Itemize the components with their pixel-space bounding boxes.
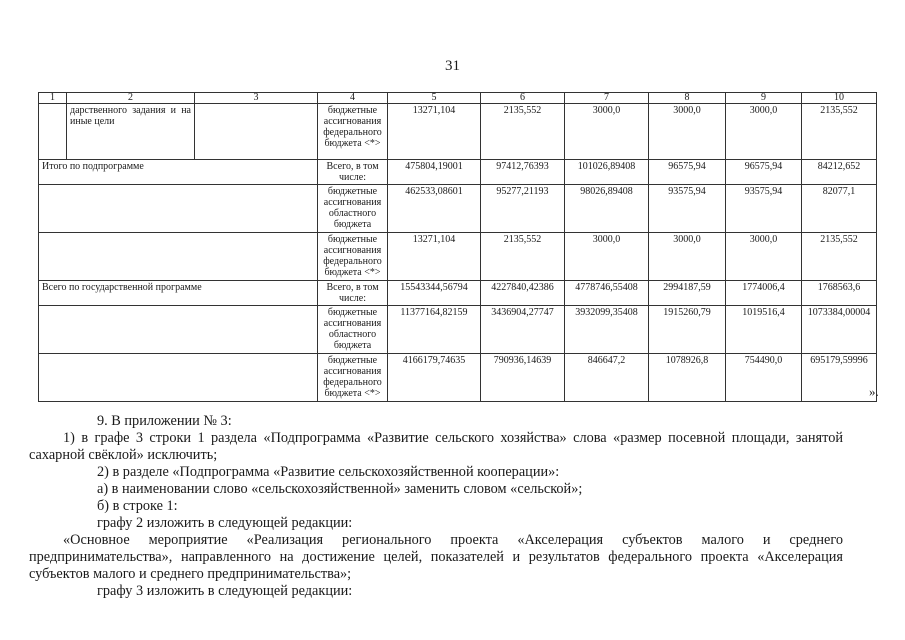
value-cell: 98026,89408: [565, 185, 649, 233]
paragraph: 9. В приложении № 3:: [97, 413, 232, 429]
funding-source: Всего, в том числе:: [318, 160, 388, 185]
funding-source: бюджетные ассигнования федерального бюджета <*>: [318, 233, 388, 281]
value-cell: 1774006,4: [726, 281, 802, 306]
value-cell: 462533,08601: [388, 185, 481, 233]
value-cell: 2135,552: [481, 104, 565, 160]
paragraph: 1) в графе 3 строки 1 раздела «Подпрограмма «Развитие сельского хозяйства» слова «размер посевной площади, занятой сахарной свёклой» исключить;: [29, 430, 843, 463]
amendment-text: [29, 413, 843, 600]
value-cell: 3000,0: [565, 104, 649, 160]
header-cell: 5: [388, 93, 481, 104]
funding-source: бюджетные ассигнования федерального бюджета <*>: [318, 104, 388, 160]
value-cell: 15543344,56794: [388, 281, 481, 306]
paragraph: графу 3 изложить в следующей редакции:: [97, 583, 353, 599]
value-cell: 97412,76393: [481, 160, 565, 185]
value-cell: 96575,94: [726, 160, 802, 185]
value-cell: 1019516,4: [726, 306, 802, 354]
table-row: [39, 233, 877, 281]
header-cell: 6: [481, 93, 565, 104]
value-cell: 1078926,8: [649, 354, 726, 402]
subprogram-total-label: Итого по подпрограмме: [39, 160, 318, 185]
value-cell: 96575,94: [649, 160, 726, 185]
paragraph: 2) в разделе «Подпрограмма «Развитие сельскохозяйственной кооперации»:: [97, 464, 560, 480]
funding-source: бюджетные ассигнования федерального бюджета <*>: [318, 354, 388, 402]
table-header-row: [39, 93, 877, 104]
header-cell: 4: [318, 93, 388, 104]
value-cell: 1073384,00004: [802, 306, 877, 354]
value-cell: 2994187,59: [649, 281, 726, 306]
header-cell: 8: [649, 93, 726, 104]
value-cell: 2135,552: [802, 104, 877, 160]
value-cell: 101026,89408: [565, 160, 649, 185]
row-description: дарственного задания и на иные цели: [67, 104, 195, 160]
value-cell: 754490,0: [726, 354, 802, 402]
value-cell: 475804,19001: [388, 160, 481, 185]
paragraph: графу 2 изложить в следующей редакции:: [97, 515, 353, 531]
value-cell: 3436904,27747: [481, 306, 565, 354]
funding-source: бюджетные ассигнования областного бюджета: [318, 185, 388, 233]
value-cell: 846647,2: [565, 354, 649, 402]
value-cell: 3000,0: [649, 104, 726, 160]
value-cell: 95277,21193: [481, 185, 565, 233]
paragraph: «Основное мероприятие «Реализация регионального проекта «Акселерация субъектов малого и среднего предпринимательства», направленного на достижение целей, показателей и результатов федерального проекта «Акселерация субъектов малого и среднего предпринимательства»;: [29, 532, 843, 582]
value-cell: 790936,14639: [481, 354, 565, 402]
table-row: [39, 354, 877, 402]
funding-source: Всего, в том числе:: [318, 281, 388, 306]
value-cell: 2135,552: [481, 233, 565, 281]
value-cell: 4227840,42386: [481, 281, 565, 306]
closing-quote: ».: [869, 384, 879, 399]
value-cell: 1915260,79: [649, 306, 726, 354]
table-row: [39, 185, 877, 233]
value-cell: 82077,1: [802, 185, 877, 233]
budget-table: [38, 92, 877, 402]
value-cell: 13271,104: [388, 104, 481, 160]
value-cell: 4778746,55408: [565, 281, 649, 306]
header-cell: 1: [39, 93, 67, 104]
header-cell: 7: [565, 93, 649, 104]
table-row: [39, 281, 877, 306]
program-total-label: Всего по государственной программе: [39, 281, 318, 306]
table-row: [39, 160, 877, 185]
value-cell: 695179,59996: [802, 354, 877, 402]
value-cell: 3000,0: [726, 233, 802, 281]
value-cell: 11377164,82159: [388, 306, 481, 354]
value-cell: 84212,652: [802, 160, 877, 185]
funding-source: бюджетные ассигнования областного бюджета: [318, 306, 388, 354]
header-cell: 9: [726, 93, 802, 104]
value-cell: 1768563,6: [802, 281, 877, 306]
header-cell: 3: [195, 93, 318, 104]
header-cell: 2: [67, 93, 195, 104]
table-row: [39, 306, 877, 354]
value-cell: 93575,94: [726, 185, 802, 233]
value-cell: 13271,104: [388, 233, 481, 281]
value-cell: 3000,0: [649, 233, 726, 281]
value-cell: 3000,0: [726, 104, 802, 160]
paragraph: а) в наименовании слово «сельскохозяйственной» заменить словом «сельской»;: [97, 481, 583, 497]
value-cell: 93575,94: [649, 185, 726, 233]
value-cell: 4166179,74635: [388, 354, 481, 402]
value-cell: 2135,552: [802, 233, 877, 281]
paragraph: б) в строке 1:: [97, 498, 178, 514]
table-row: [39, 104, 877, 160]
value-cell: 3932099,35408: [565, 306, 649, 354]
header-cell: 10: [802, 93, 877, 104]
value-cell: 3000,0: [565, 233, 649, 281]
page-number: 31: [445, 58, 460, 74]
